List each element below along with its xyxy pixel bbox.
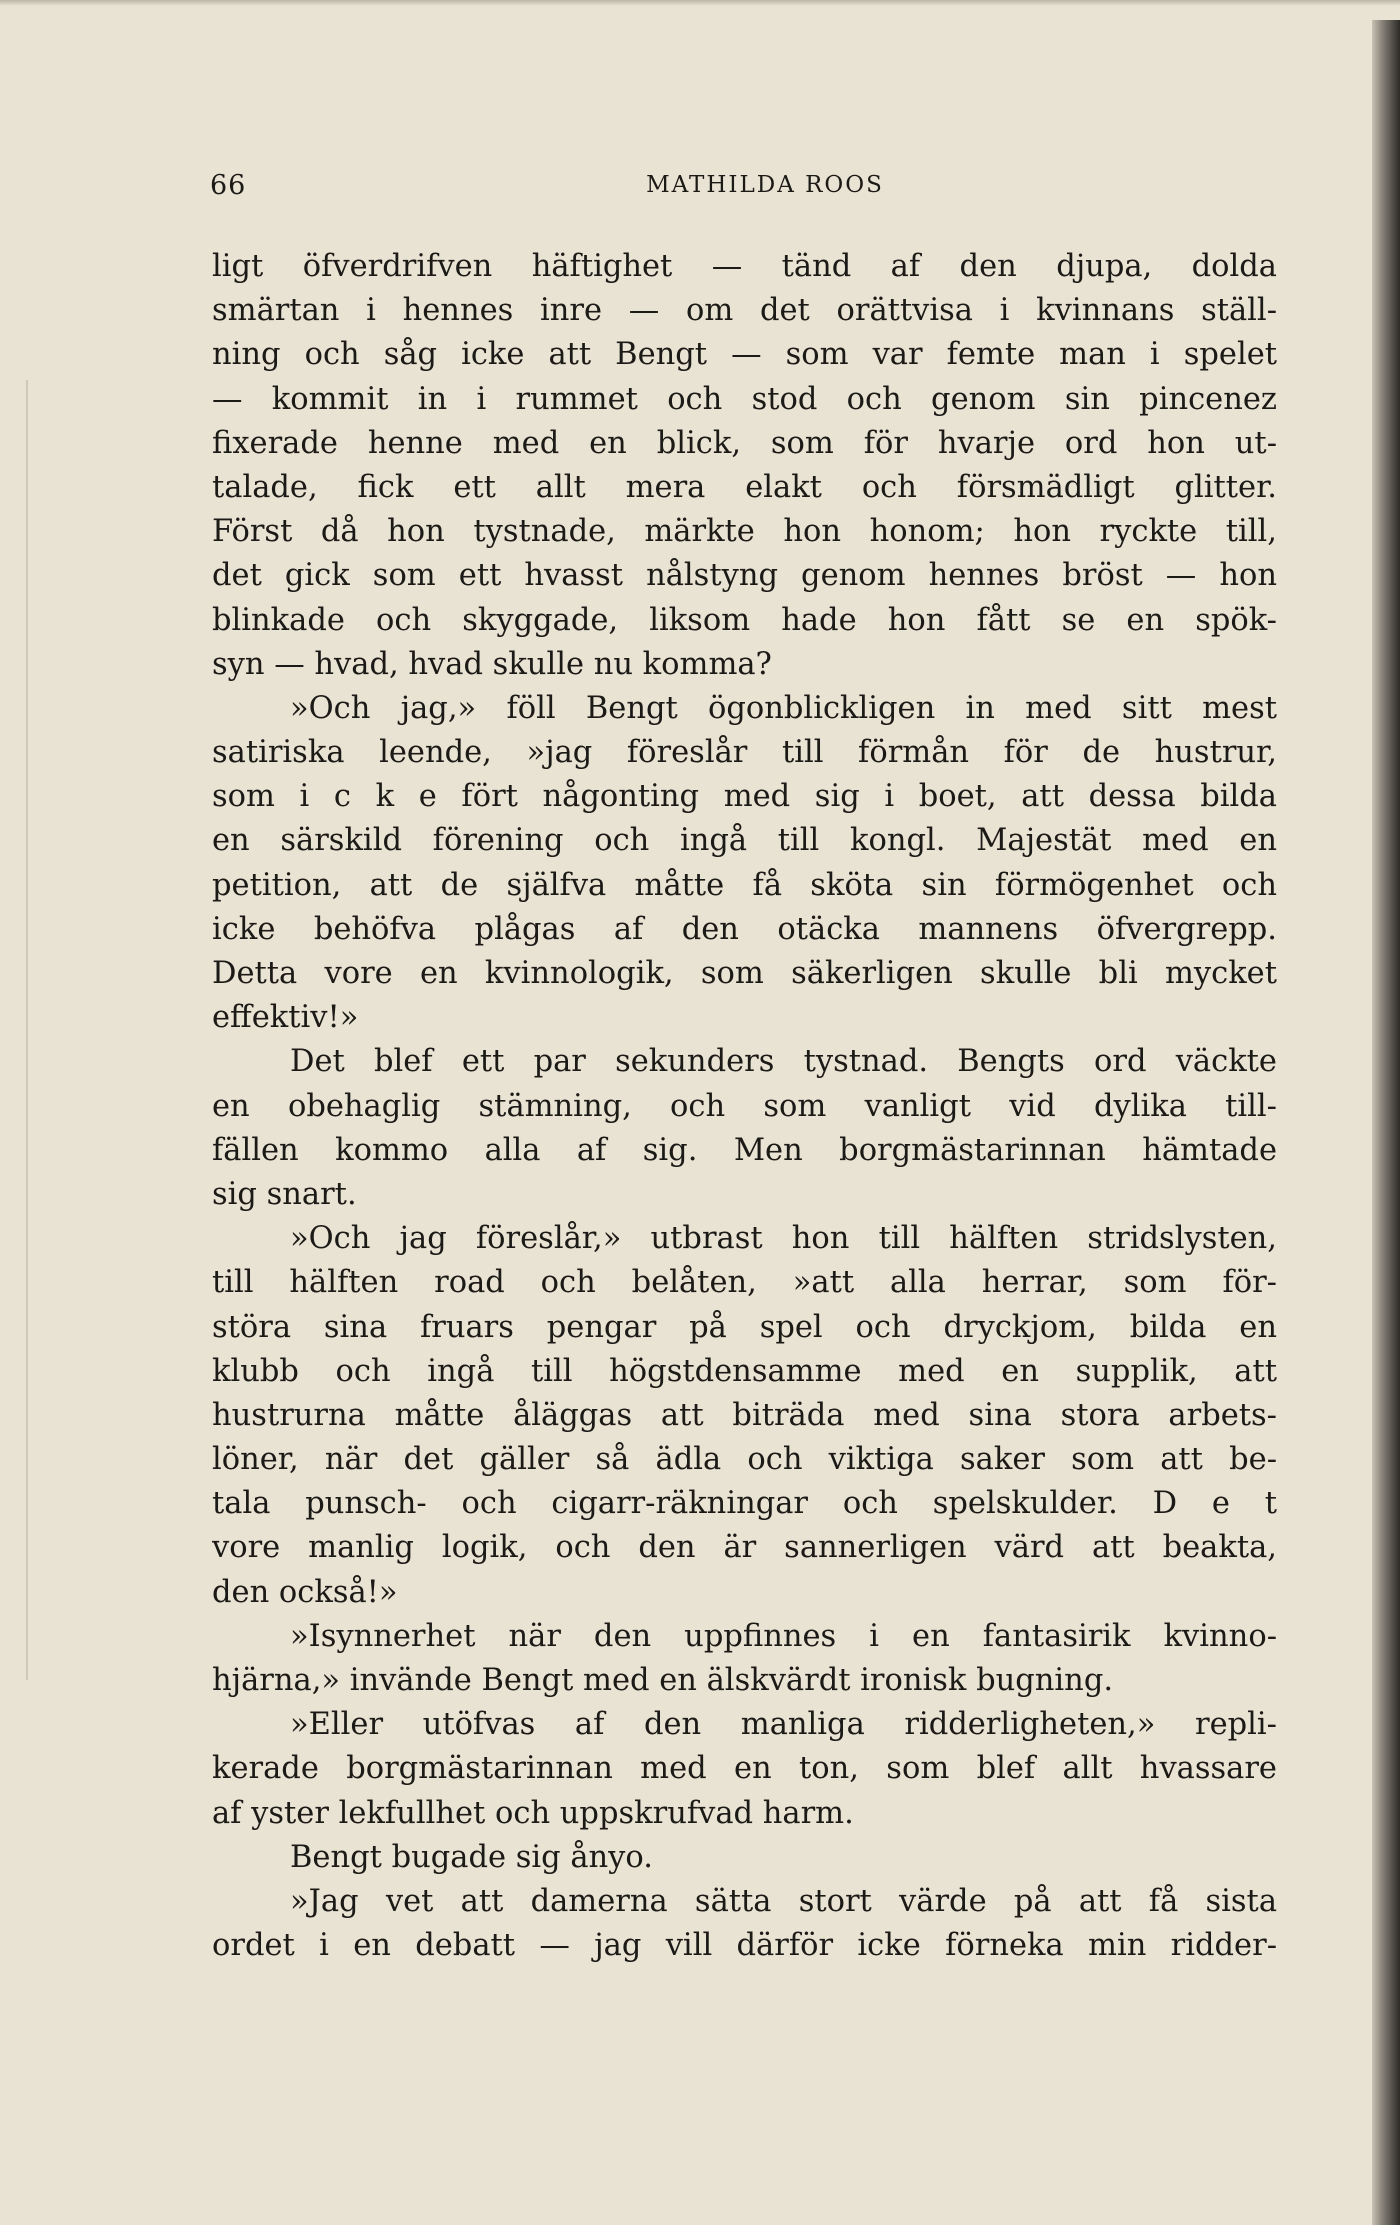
page-margin-shadow <box>26 380 28 1680</box>
text-line: hjärna,» invände Bengt med en älskvärdt ironisk bugning. <box>212 1663 1114 1698</box>
body-text <box>212 245 1277 1968</box>
text-line: — kommit in i rummet och stod och genom sin pincenez <box>212 381 1277 417</box>
text-line: tala punsch- och cigarr-räkningar och spelskulder. D e t <box>212 1486 1277 1522</box>
text-line: kerade borgmästarinnan med en ton, som blef allt hvassare <box>212 1751 1277 1787</box>
text-line: effektiv!» <box>212 1000 359 1036</box>
book-binding-edge <box>1372 20 1400 2225</box>
text-line: vore manlig logik, och den är sannerligen värd att beakta, <box>212 1530 1277 1566</box>
text-line: den också!» <box>212 1574 398 1610</box>
text-line: en särskild förening och ingå till kongl. Majestät med en <box>212 823 1277 859</box>
text-line: löner, när det gäller så ädla och viktiga saker som att be- <box>212 1442 1277 1478</box>
text-line: ligt öfverdrifven häftighet — tänd af den djupa, dolda <box>212 249 1277 284</box>
text-line: icke behöfva plågas af den otäcka mannens öfvergrepp. <box>212 911 1277 947</box>
text-line: smärtan i hennes inre — om det orättvisa i kvinnans ställ- <box>212 293 1277 329</box>
text-line: »Eller utöfvas af den manliga ridderligheten,» repli- <box>290 1707 1277 1743</box>
text-line: fixerade henne med en blick, som för hvarje ord hon ut- <box>212 425 1277 461</box>
text-line: talade, fick ett allt mera elakt och försmädligt glitter. <box>212 469 1277 505</box>
text-line: som i c k e fört någonting med sig i boet, att dessa bilda <box>212 779 1277 815</box>
text-line: Bengt bugade sig ånyo. <box>290 1839 653 1875</box>
text-line: syn — hvad, hvad skulle nu komma? <box>212 646 772 682</box>
text-line: blinkade och skyggade, liksom hade hon fått se en spök- <box>212 602 1277 638</box>
scan-edge-top <box>0 0 1400 6</box>
text-line: »Isynnerhet när den uppfinnes i en fantasirik kvinno- <box>290 1618 1277 1654</box>
text-line: petition, att de själfva måtte få sköta sin förmögenhet och <box>212 867 1277 903</box>
text-line: till hälften road och belåten, »att alla herrar, som för- <box>212 1265 1277 1301</box>
running-head: MATHILDA ROOS <box>646 172 884 198</box>
text-line: Först då hon tystnade, märkte hon honom; hon ryckte till, <box>212 514 1277 550</box>
text-line: »Och jag föreslår,» utbrast hon till hälften stridslysten, <box>290 1221 1277 1257</box>
text-line: sig snart. <box>212 1176 357 1212</box>
text-line: en obehaglig stämning, och som vanligt vid dylika till- <box>212 1088 1277 1124</box>
text-line: störa sina fruars pengar på spel och dryckjom, bilda en <box>212 1309 1277 1345</box>
text-line: Det blef ett par sekunders tystnad. Bengts ord väckte <box>290 1044 1277 1080</box>
text-line: ning och såg icke att Bengt — som var femte man i spelet <box>212 337 1277 373</box>
text-line: klubb och ingå till högstdensamme med en supplik, att <box>212 1353 1277 1389</box>
text-line: af yster lekfullhet och uppskrufvad harm. <box>212 1795 854 1831</box>
text-line: Detta vore en kvinnologik, som säkerligen skulle bli mycket <box>212 956 1277 991</box>
text-line: »Jag vet att damerna sätta stort värde på att få sista <box>290 1883 1277 1919</box>
text-line: hustrurna måtte åläggas att biträda med sina stora arbets- <box>212 1397 1277 1433</box>
text-line: »Och jag,» föll Bengt ögonblickligen in med sitt mest <box>290 690 1277 726</box>
text-line: ordet i en debatt — jag vill därför icke förneka min ridder- <box>212 1928 1277 1964</box>
page-number: 66 <box>210 170 247 201</box>
text-line: satiriska leende, »jag föreslår till förmån för de hustrur, <box>212 735 1277 771</box>
page-header <box>210 170 1280 206</box>
text-line: det gick som ett hvasst nålstyng genom hennes bröst — hon <box>212 558 1277 594</box>
text-line: fällen kommo alla af sig. Men borgmästarinnan hämtade <box>212 1132 1277 1168</box>
